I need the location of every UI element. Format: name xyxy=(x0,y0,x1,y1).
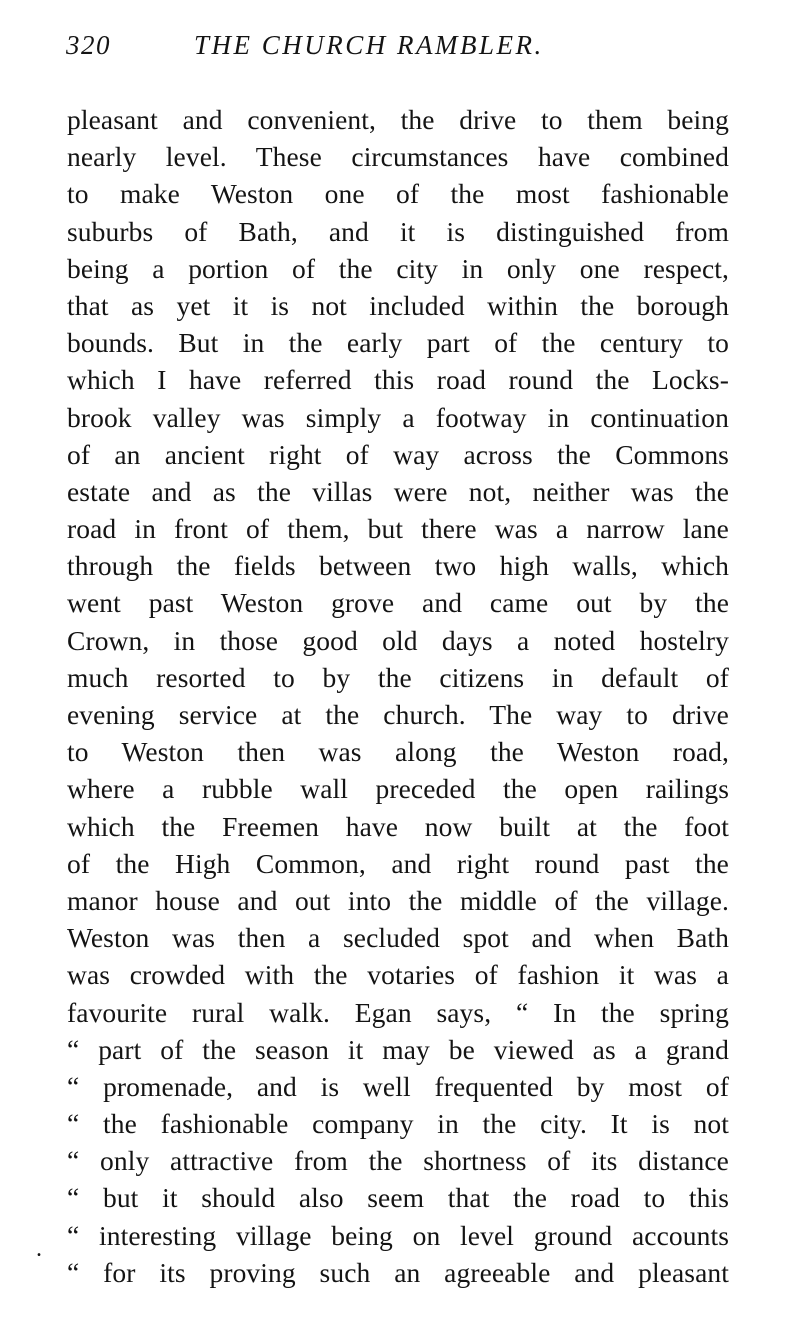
text-line: where a rubble wall preceded the open railings xyxy=(67,773,729,805)
text-line: of the High Common, and right round past the xyxy=(67,847,729,879)
text-line: “ interesting village being on level ground accounts xyxy=(67,1219,729,1251)
text-line: manor house and out into the middle of the village. xyxy=(67,884,729,916)
text-line: “ part of the season it may be viewed as a grand xyxy=(67,1033,729,1065)
margin-mark: . xyxy=(36,1236,42,1262)
text-line: “ but it should also seem that the road to this xyxy=(67,1182,729,1214)
text-line: went past Weston grove and came out by the xyxy=(67,587,729,619)
text-line: Crown, in those good old days a noted hostelry xyxy=(67,624,729,656)
text-line: bounds. But in the early part of the century to xyxy=(67,327,729,359)
text-line: to Weston then was along the Weston road, xyxy=(67,736,729,768)
text-line: “ promenade, and is well frequented by most of xyxy=(67,1070,729,1102)
text-line: “ for its proving such an agreeable and pleasant xyxy=(67,1256,729,1288)
text-line: “ the fashionable company in the city. It is not xyxy=(67,1108,729,1140)
text-line: which I have referred this road round the Locks- xyxy=(67,364,729,396)
text-line: was crowded with the votaries of fashion it was a xyxy=(67,959,729,991)
text-line: brook valley was simply a footway in continuation xyxy=(67,401,729,433)
text-line: which the Freemen have now built at the foot xyxy=(67,810,729,842)
text-line: being a portion of the city in only one respect, xyxy=(67,252,729,284)
text-line: that as yet it is not included within the borough xyxy=(67,289,729,321)
text-line: estate and as the villas were not, neither was the xyxy=(67,475,729,507)
text-line: road in front of them, but there was a narrow lane xyxy=(67,513,729,545)
text-line: “ only attractive from the shortness of its distance xyxy=(67,1145,729,1177)
text-line: to make Weston one of the most fashionable xyxy=(67,178,729,210)
text-line: suburbs of Bath, and it is distinguished from xyxy=(67,215,729,247)
text-line: pleasant and convenient, the drive to them being xyxy=(67,104,729,135)
text-line: nearly level. These circumstances have combined xyxy=(67,141,729,173)
text-line: evening service at the church. The way to drive xyxy=(67,699,729,730)
text-line: Weston was then a secluded spot and when Bath xyxy=(67,922,729,954)
text-line: of an ancient right of way across the Commons xyxy=(67,438,729,470)
running-head xyxy=(66,30,728,70)
running-title: THE CHURCH RAMBLER. xyxy=(194,30,544,60)
body-text xyxy=(67,101,729,1291)
page-number: 320 xyxy=(66,30,111,60)
text-line: through the fields between two high walls, which xyxy=(67,550,729,582)
text-line: favourite rural walk. Egan says, “ In the spring xyxy=(67,996,729,1028)
text-line: much resorted to by the citizens in default of xyxy=(67,661,729,693)
